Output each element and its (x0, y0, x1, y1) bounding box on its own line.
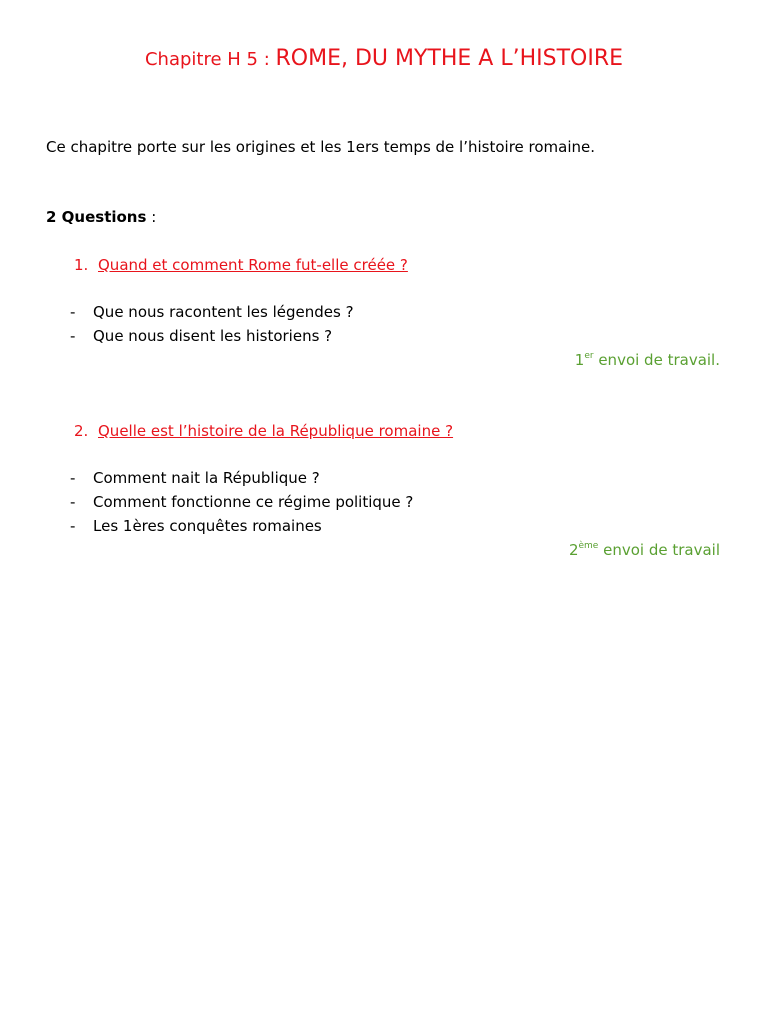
question-2-title (74, 422, 453, 440)
questions-heading-label: 2 Questions (46, 208, 147, 226)
question-1-title (74, 256, 408, 274)
intro-paragraph: Ce chapitre porte sur les origines et les 1ers temps de l’histoire romaine. (46, 138, 596, 156)
bullet-dash: - (70, 303, 76, 321)
question-2-envoi (569, 541, 720, 559)
question-2-envoi-number: 2 (568, 541, 579, 559)
question-1-envoi-suffix: er (584, 351, 594, 361)
question-1-envoi (575, 351, 720, 369)
question-2-item-2-text: Comment fonctionne ce régime politique ? (93, 493, 414, 511)
chapter-title (0, 46, 768, 71)
question-1-number: 1. (74, 256, 89, 274)
question-2-envoi-text: envoi de travail (598, 541, 720, 559)
question-2-item-3-text: Les 1ères conquêtes romaines (93, 517, 322, 535)
bullet-dash: - (70, 493, 76, 511)
bullet-dash: - (70, 517, 76, 535)
chapter-name: ROME, DU MYTHE A L’HISTOIRE (275, 46, 624, 71)
question-1-text: Quand et comment Rome fut-elle créée ? (98, 256, 408, 274)
question-1-item-2-text: Que nous disent les historiens ? (93, 327, 333, 345)
question-1-item-1-text: Que nous racontent les légendes ? (93, 303, 354, 321)
question-2-number: 2. (74, 422, 89, 440)
question-1-item-1 (70, 303, 354, 321)
chapter-number: Chapitre H 5 : (144, 49, 276, 70)
question-1-envoi-number: 1 (574, 351, 585, 369)
question-1-envoi-text: envoi de travail. (593, 351, 720, 369)
question-2-envoi-suffix: ème (578, 541, 599, 551)
bullet-dash: - (70, 327, 76, 345)
question-2-item-2 (70, 493, 413, 511)
question-1-item-2 (70, 327, 332, 345)
question-2-text: Quelle est l’histoire de la République romaine ? (98, 422, 454, 440)
question-2-item-1 (70, 469, 320, 487)
question-2-item-1-text: Comment nait la République ? (93, 469, 320, 487)
question-2-item-3 (70, 517, 322, 535)
questions-heading (46, 208, 156, 226)
bullet-dash: - (70, 469, 76, 487)
questions-heading-colon: : (146, 208, 157, 226)
